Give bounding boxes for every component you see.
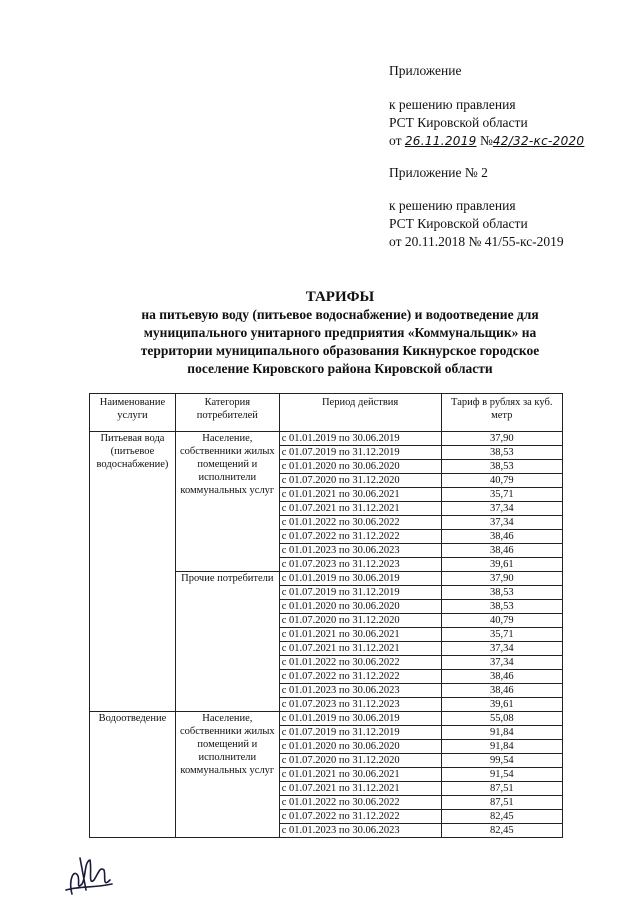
tariff-cell: 38,53 bbox=[441, 446, 563, 460]
period-cell: с 01.01.2022 по 30.06.2022 bbox=[279, 656, 441, 670]
table-header-row bbox=[90, 394, 563, 432]
category-name-cell: Население, собственники жилых помещений и исполнители коммунальных услуг bbox=[175, 432, 279, 572]
period-cell: с 01.01.2020 по 30.06.2020 bbox=[279, 460, 441, 474]
tariff-cell: 87,51 bbox=[441, 782, 563, 796]
subtitle-line: территории муниципального образования Кикнурское городское bbox=[140, 343, 540, 358]
tariff-cell: 37,34 bbox=[441, 642, 563, 656]
tariff-cell: 91,84 bbox=[441, 726, 563, 740]
table-row bbox=[90, 712, 563, 726]
period-cell: с 01.07.2021 по 31.12.2021 bbox=[279, 782, 441, 796]
tariff-cell: 35,71 bbox=[441, 488, 563, 502]
period-cell: с 01.07.2019 по 31.12.2019 bbox=[279, 446, 441, 460]
service-name-cell: Питьевая вода (питьевое водоснабжение) bbox=[90, 432, 176, 712]
signature-scribble bbox=[60, 850, 120, 900]
tariff-cell: 39,61 bbox=[441, 558, 563, 572]
period-cell: с 01.07.2019 по 31.12.2019 bbox=[279, 586, 441, 600]
period-cell: с 01.01.2021 по 30.06.2021 bbox=[279, 768, 441, 782]
period-cell: с 01.07.2020 по 31.12.2020 bbox=[279, 754, 441, 768]
period-cell: с 01.07.2021 по 31.12.2021 bbox=[279, 502, 441, 516]
tariff-cell: 38,46 bbox=[441, 684, 563, 698]
appendix2-decision-to: к решению правления bbox=[389, 198, 516, 213]
document-subtitle bbox=[90, 306, 590, 378]
decision-ref bbox=[389, 133, 584, 149]
from-prefix: от bbox=[389, 133, 402, 148]
period-cell: с 01.07.2023 по 31.12.2023 bbox=[279, 558, 441, 572]
document-title: ТАРИФЫ bbox=[305, 289, 375, 305]
period-cell: с 01.07.2020 по 31.12.2020 bbox=[279, 614, 441, 628]
decision-number: 42/32-кс-2020 bbox=[492, 134, 585, 148]
tariff-cell: 40,79 bbox=[441, 614, 563, 628]
period-cell: с 01.01.2023 по 30.06.2023 bbox=[279, 824, 441, 838]
tariff-cell: 35,71 bbox=[441, 628, 563, 642]
tariff-cell: 37,34 bbox=[441, 502, 563, 516]
period-cell: с 01.07.2022 по 31.12.2022 bbox=[279, 530, 441, 544]
period-cell: с 01.01.2021 по 30.06.2021 bbox=[279, 628, 441, 642]
period-cell: с 01.01.2021 по 30.06.2021 bbox=[279, 488, 441, 502]
tariff-cell: 40,79 bbox=[441, 474, 563, 488]
period-cell: с 01.07.2023 по 31.12.2023 bbox=[279, 698, 441, 712]
period-cell: с 01.01.2019 по 30.06.2019 bbox=[279, 572, 441, 586]
period-cell: с 01.07.2022 по 31.12.2022 bbox=[279, 670, 441, 684]
tariff-cell: 37,34 bbox=[441, 516, 563, 530]
period-cell: с 01.01.2022 по 30.06.2022 bbox=[279, 796, 441, 810]
period-cell: с 01.07.2019 по 31.12.2019 bbox=[279, 726, 441, 740]
period-cell: с 01.01.2019 по 30.06.2019 bbox=[279, 712, 441, 726]
period-cell: с 01.01.2020 по 30.06.2020 bbox=[279, 740, 441, 754]
period-cell: с 01.01.2023 по 30.06.2023 bbox=[279, 544, 441, 558]
col-header-period: Период действия bbox=[279, 394, 441, 432]
category-name-cell: Прочие потребители bbox=[175, 572, 279, 712]
decision-date: 26.11.2019 bbox=[404, 134, 477, 148]
service-name-cell: Водоотведение bbox=[90, 712, 176, 838]
col-header-category: Категория потребителей bbox=[175, 394, 279, 432]
subtitle-line: поселение Кировского района Кировской области bbox=[187, 361, 493, 376]
subtitle-line: на питьевую воду (питьевое водоснабжение) и водоотведение для bbox=[141, 307, 539, 322]
appendix-label: Приложение bbox=[389, 63, 462, 78]
period-cell: с 01.07.2020 по 31.12.2020 bbox=[279, 474, 441, 488]
col-header-service: Наименование услуги bbox=[90, 394, 176, 432]
tariff-cell: 38,46 bbox=[441, 530, 563, 544]
col-header-tariff: Тариф в рублях за куб. метр bbox=[441, 394, 563, 432]
period-cell: с 01.01.2022 по 30.06.2022 bbox=[279, 516, 441, 530]
tariff-cell: 82,45 bbox=[441, 824, 563, 838]
tariff-cell: 99,54 bbox=[441, 754, 563, 768]
authority: РСТ Кировской области bbox=[389, 115, 528, 130]
table-row bbox=[90, 432, 563, 446]
period-cell: с 01.07.2021 по 31.12.2021 bbox=[279, 642, 441, 656]
appendix2-authority: РСТ Кировской области bbox=[389, 216, 528, 231]
period-cell: с 01.01.2019 по 30.06.2019 bbox=[279, 432, 441, 446]
tariff-cell: 91,54 bbox=[441, 768, 563, 782]
tariff-cell: 37,34 bbox=[441, 656, 563, 670]
tariff-cell: 38,53 bbox=[441, 586, 563, 600]
tariff-cell: 37,90 bbox=[441, 572, 563, 586]
tariff-cell: 91,84 bbox=[441, 740, 563, 754]
tariff-cell: 38,53 bbox=[441, 460, 563, 474]
tariff-cell: 38,46 bbox=[441, 670, 563, 684]
tariff-table bbox=[89, 393, 563, 838]
tariff-cell: 39,61 bbox=[441, 698, 563, 712]
appendix2-label: Приложение № 2 bbox=[389, 165, 488, 180]
period-cell: с 01.01.2020 по 30.06.2020 bbox=[279, 600, 441, 614]
subtitle-line: муниципального унитарного предприятия «Коммунальщик» на bbox=[143, 325, 537, 340]
period-cell: с 01.07.2022 по 31.12.2022 bbox=[279, 810, 441, 824]
decision-to: к решению правления bbox=[389, 97, 516, 112]
tariff-cell: 37,90 bbox=[441, 432, 563, 446]
number-prefix: № bbox=[479, 133, 493, 148]
tariff-cell: 82,45 bbox=[441, 810, 563, 824]
category-name-cell: Население, собственники жилых помещений и исполнители коммунальных услуг bbox=[175, 712, 279, 838]
tariff-cell: 38,46 bbox=[441, 544, 563, 558]
appendix2-ref: от 20.11.2018 № 41/55-кс-2019 bbox=[389, 234, 564, 249]
tariff-cell: 87,51 bbox=[441, 796, 563, 810]
tariff-table-body bbox=[90, 432, 563, 838]
tariff-cell: 55,08 bbox=[441, 712, 563, 726]
tariff-cell: 38,53 bbox=[441, 600, 563, 614]
period-cell: с 01.01.2023 по 30.06.2023 bbox=[279, 684, 441, 698]
